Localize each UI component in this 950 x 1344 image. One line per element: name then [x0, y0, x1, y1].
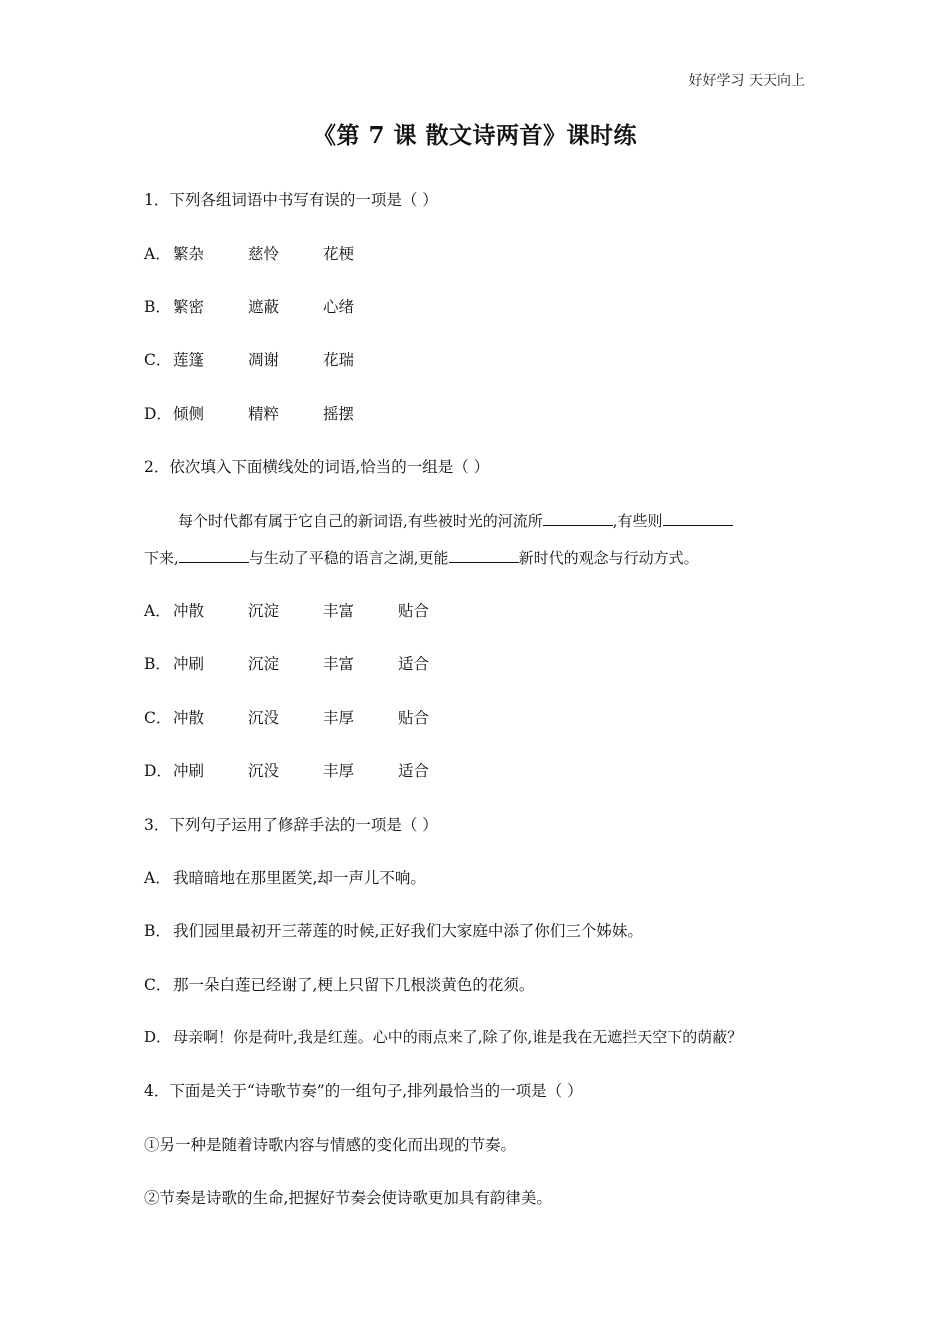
q1-option-d — [144, 402, 398, 424]
option-word: 遮蔽 — [248, 298, 280, 316]
option-word: 丰富 — [323, 602, 355, 620]
option-word: 凋谢 — [248, 351, 280, 369]
option-word: 冲散 — [173, 602, 205, 620]
option-word: 繁密 — [173, 298, 205, 316]
q1-option-a — [144, 242, 398, 264]
option-word: 精粹 — [248, 405, 280, 423]
fill-blank — [179, 548, 249, 563]
passage-text: 下来, — [144, 549, 179, 567]
passage-text: ,有些则 — [612, 512, 663, 530]
option-label: B． — [144, 655, 171, 673]
header-note: 好好学习 天天向上 — [688, 73, 805, 89]
passage-text: 与生动了平稳的语言之湖,更能 — [248, 549, 449, 567]
option-label: B． — [144, 922, 171, 940]
option-word: 心绪 — [323, 298, 355, 316]
option-word: 冲散 — [173, 709, 205, 727]
option-label: A． — [144, 869, 171, 887]
passage-text: 每个时代都有属于它自己的新词语,有些被时光的河流所 — [178, 512, 543, 530]
option-word: 贴合 — [398, 602, 430, 620]
q2-option-d — [144, 759, 473, 781]
option-word: 丰富 — [323, 655, 355, 673]
fill-blank — [449, 548, 519, 563]
option-word: 适合 — [398, 655, 430, 673]
option-word: 贴合 — [398, 709, 430, 727]
option-word: 冲刷 — [173, 762, 205, 780]
page-title: 《第 7 课 散文诗两首》课时练 — [312, 122, 638, 149]
q2-option-c — [144, 706, 473, 728]
option-word: 花瑞 — [323, 351, 355, 369]
q3-option-a — [144, 866, 426, 888]
option-word: 丰厚 — [323, 762, 355, 780]
q3-option-b — [144, 919, 643, 941]
fill-blank — [663, 511, 733, 526]
question-2-stem: 2．依次填入下面横线处的词语,恰当的一组是（ ） — [144, 458, 490, 476]
option-word: 沉淀 — [248, 602, 280, 620]
q2-passage-line-2 — [144, 547, 699, 568]
option-text: 我们园里最初开三蒂莲的时候,正好我们大家庭中添了你们三个姊妹。 — [173, 922, 643, 940]
option-word: 丰厚 — [323, 709, 355, 727]
option-word: 花梗 — [323, 245, 355, 263]
option-word: 冲刷 — [173, 655, 205, 673]
q1-option-c — [144, 348, 398, 370]
q2-option-a — [144, 599, 473, 621]
option-word: 繁杂 — [173, 245, 205, 263]
option-label: A． — [144, 602, 171, 620]
option-word: 沉淀 — [248, 655, 280, 673]
option-label: D． — [144, 762, 172, 780]
option-word: 适合 — [398, 762, 430, 780]
option-word: 慈怜 — [248, 245, 280, 263]
q3-option-c — [144, 973, 534, 995]
passage-text: 新时代的观念与行动方式。 — [518, 549, 699, 567]
option-word: 莲篷 — [173, 351, 205, 369]
option-word: 摇摆 — [323, 405, 355, 423]
option-label: C． — [144, 351, 172, 369]
option-label: D． — [144, 405, 172, 423]
option-label: C． — [144, 709, 172, 727]
option-label: B． — [144, 298, 171, 316]
option-label: D． — [144, 1028, 172, 1046]
fill-blank — [543, 511, 613, 526]
q4-item-2: ②节奏是诗歌的生命,把握好节奏会使诗歌更加具有韵律美。 — [144, 1189, 552, 1207]
q2-passage-line-1 — [178, 510, 733, 531]
option-word: 沉没 — [248, 762, 280, 780]
option-word: 倾侧 — [173, 405, 205, 423]
question-3-stem: 3．下列句子运用了修辞手法的一项是（ ） — [144, 816, 438, 834]
option-text: 那一朵白莲已经谢了,梗上只留下几根淡黄色的花须。 — [173, 976, 535, 994]
q2-option-b — [144, 652, 473, 674]
q3-option-d — [144, 1026, 742, 1047]
q1-option-b — [144, 295, 398, 317]
question-1-stem: 1．下列各组词语中书写有误的一项是（ ） — [144, 191, 438, 209]
option-word: 沉没 — [248, 709, 280, 727]
option-text: 母亲啊！你是荷叶,我是红莲。心中的雨点来了,除了你,谁是我在无遮拦天空下的荫蔽？ — [173, 1028, 743, 1046]
question-4-stem: 4．下面是关于“诗歌节奏”的一组句子,排列最恰当的一项是（ ） — [144, 1082, 583, 1100]
option-text: 我暗暗地在那里匿笑,却一声儿不响。 — [173, 869, 426, 887]
option-label: A． — [144, 245, 171, 263]
q4-item-1: ①另一种是随着诗歌内容与情感的变化而出现的节奏。 — [144, 1136, 517, 1154]
option-label: C． — [144, 976, 172, 994]
